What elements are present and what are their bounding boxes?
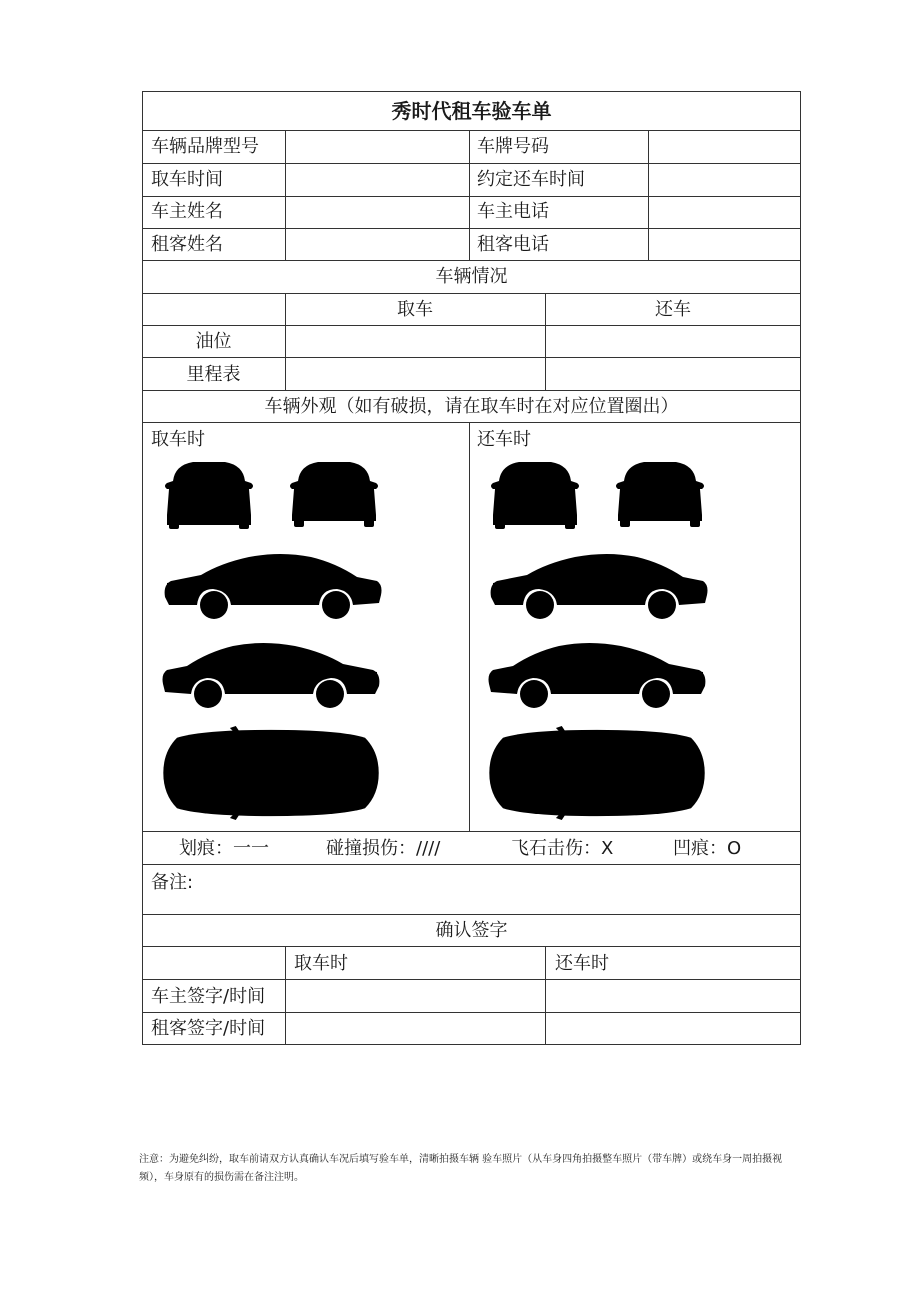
owner-phone-field[interactable] (649, 197, 800, 228)
footer-note: 注意：为避免纠纷，取车前请双方认真确认车况后填写验车单，清晰拍摄车辆 验车照片（从车身四角拍摄整车照片（带车牌）或绕车身一周拍摄视频），车身原有的损伤需在备注注明。 (139, 1154, 783, 1183)
car-side-view-left-return[interactable] (487, 640, 709, 708)
car-side-view-left-pickup[interactable] (161, 640, 383, 708)
signature-col-pickup: 取车时 (294, 953, 348, 974)
condition-col-return: 还车 (655, 299, 691, 320)
legend-stone-chip: 飞石击伤：X (511, 838, 614, 859)
condition-heading: 车辆情况 (435, 266, 508, 287)
renter-signature-return-field[interactable] (546, 1013, 800, 1044)
plate-no-field[interactable] (649, 131, 800, 163)
label-return-time-agreed: 约定还车时间 (477, 169, 585, 190)
label-pickup-time: 取车时间 (151, 169, 223, 190)
odometer-pickup-field[interactable] (286, 358, 545, 390)
appearance-heading: 车辆外观（如有破损，请在取车时在对应位置圈出） (264, 396, 679, 417)
label-owner-phone: 车主电话 (477, 201, 549, 222)
form-title: 秀时代租车验车单 (391, 99, 552, 123)
legend-dent: 凹痕：O (673, 838, 742, 859)
label-renter-signature: 租客签字/时间 (151, 1018, 266, 1039)
fuel-pickup-field[interactable] (286, 326, 545, 357)
car-rear-view-pickup[interactable] (288, 459, 380, 527)
car-top-view-pickup[interactable] (161, 726, 383, 820)
label-odometer: 里程表 (186, 364, 241, 385)
appearance-pickup-label: 取车时 (151, 429, 205, 450)
legend-collision: 碰撞损伤：//// (326, 838, 441, 859)
label-brand-model: 车辆品牌型号 (151, 136, 259, 157)
renter-name-field[interactable] (286, 229, 469, 260)
owner-signature-return-field[interactable] (546, 980, 800, 1012)
odometer-return-field[interactable] (546, 358, 800, 390)
car-rear-view-return[interactable] (614, 459, 706, 527)
car-front-view-return[interactable] (489, 459, 581, 529)
remarks-label: 备注: (151, 872, 194, 893)
label-renter-name: 租客姓名 (151, 234, 223, 255)
label-plate-no: 车牌号码 (477, 136, 549, 157)
car-front-view-pickup[interactable] (163, 459, 255, 529)
renter-phone-field[interactable] (649, 229, 800, 260)
label-renter-phone: 租客电话 (477, 234, 549, 255)
label-owner-signature: 车主签字/时间 (151, 986, 266, 1007)
label-fuel: 油位 (195, 331, 232, 352)
owner-name-field[interactable] (286, 197, 469, 228)
appearance-return-label: 还车时 (477, 429, 531, 450)
renter-signature-pickup-field[interactable] (286, 1013, 545, 1044)
legend-scratch: 划痕：一一 (179, 838, 269, 859)
fuel-return-field[interactable] (546, 326, 800, 357)
label-owner-name: 车主姓名 (151, 201, 223, 222)
pickup-time-field[interactable] (286, 164, 469, 196)
return-time-agreed-field[interactable] (649, 164, 800, 196)
condition-col-pickup: 取车 (397, 299, 433, 320)
brand-model-field[interactable] (286, 131, 469, 163)
car-side-view-right-return[interactable] (487, 551, 709, 619)
owner-signature-pickup-field[interactable] (286, 980, 545, 1012)
car-top-view-return[interactable] (487, 726, 709, 820)
signature-heading: 确认签字 (435, 920, 508, 941)
remarks-field[interactable] (200, 865, 800, 914)
car-side-view-right-pickup[interactable] (161, 551, 383, 619)
signature-col-return: 还车时 (555, 953, 609, 974)
